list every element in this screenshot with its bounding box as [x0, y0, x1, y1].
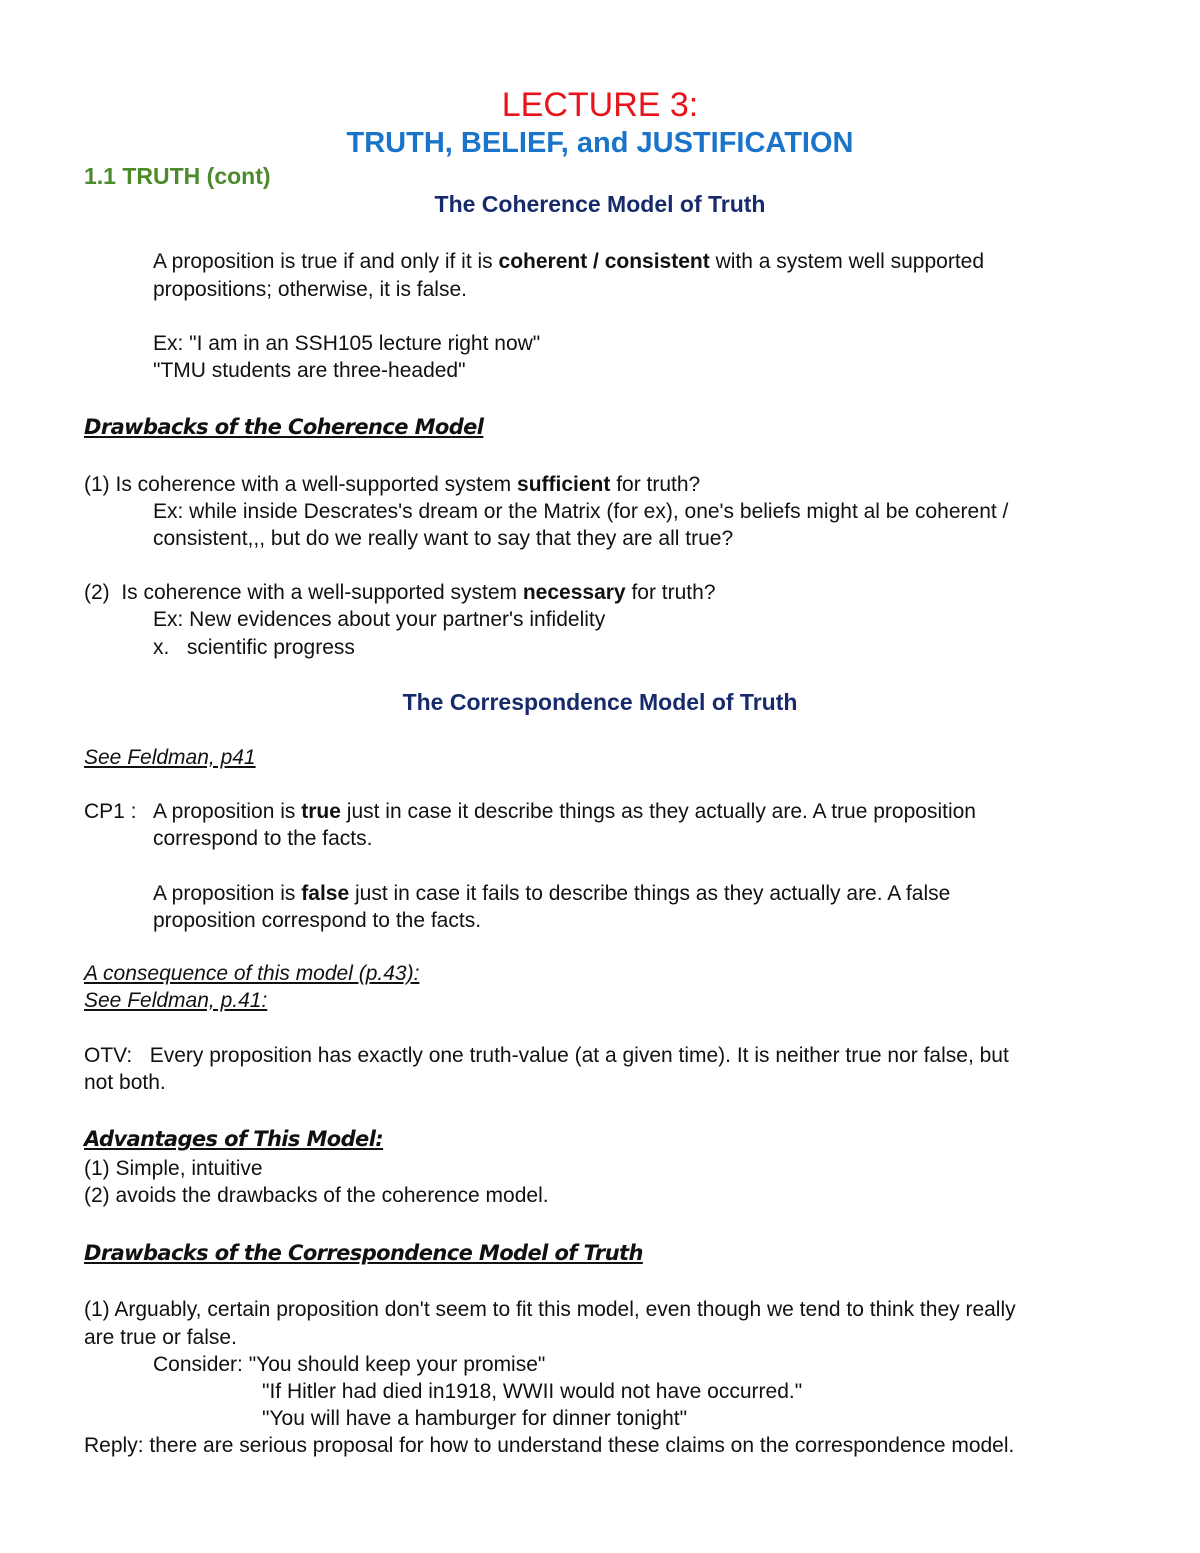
consider-line: Consider: "You should keep your promise" — [153, 1353, 546, 1376]
advantages-heading: Advantages of This Model: — [84, 1127, 384, 1151]
drawbacks-coherence-heading: Drawbacks of the Coherence Model — [84, 415, 484, 439]
coherence-example-2: "TMU students are three-headed" — [153, 359, 466, 382]
drawbacks-correspondence-heading: Drawbacks of the Correspondence Model of Truth — [84, 1241, 643, 1265]
cp1-label: CP1 : — [84, 800, 137, 823]
section-heading: 1.1 TRUTH (cont) — [84, 163, 271, 189]
coherence-heading: The Coherence Model of Truth — [434, 191, 766, 217]
otv-line-2: not both. — [84, 1071, 166, 1094]
advantage-2: (2) avoids the drawbacks of the coherence model. — [84, 1184, 549, 1207]
correspondence-heading: The Correspondence Model of Truth — [402, 689, 798, 715]
coherence-definition-line-2: propositions; otherwise, it is false. — [153, 278, 467, 301]
drawback-line-1: (1) Arguably, certain proposition don't seem to fit this model, even though we tend to think they really — [84, 1298, 1016, 1321]
question-1-example-line-2: consistent,,, but do we really want to say that they are all true? — [153, 527, 734, 550]
coherence-definition-line-1: A proposition is true if and only if it is coherent / consistent with a system well supported — [153, 250, 985, 273]
question-2-example-1: Ex: New evidences about your partner's infidelity — [153, 608, 606, 631]
lecture-title: LECTURE 3: — [501, 86, 699, 124]
question-2-example-2: x. scientific progress — [153, 636, 355, 659]
cp1-true-line-1: A proposition is true just in case it describe things as they actually are. A true proposition — [153, 800, 976, 823]
question-2: (2) Is coherence with a well-supported system necessary for truth? — [84, 581, 716, 604]
cp1-false-line-1: A proposition is false just in case it fails to describe things as they actually are. A false — [153, 882, 951, 905]
feldman-reference-2: See Feldman, p.41: — [84, 989, 268, 1012]
consequence-label: A consequence of this model (p.43): — [84, 962, 420, 985]
cp1-false-line-2: proposition correspond to the facts. — [153, 909, 482, 932]
lecture-subtitle: TRUTH, BELIEF, and JUSTIFICATION — [346, 127, 854, 159]
reply-line: Reply: there are serious proposal for how to understand these claims on the correspondence model. — [84, 1434, 1015, 1457]
cp1-true-line-2: correspond to the facts. — [153, 827, 373, 850]
quote-hamburger: "You will have a hamburger for dinner tonight" — [262, 1407, 688, 1430]
drawback-line-2: are true or false. — [84, 1326, 237, 1349]
advantage-1: (1) Simple, intuitive — [84, 1157, 263, 1180]
coherence-example-1: Ex: "I am in an SSH105 lecture right now" — [153, 332, 541, 355]
question-1: (1) Is coherence with a well-supported system sufficient for truth? — [84, 473, 701, 496]
feldman-reference-1: See Feldman, p41 — [84, 746, 256, 769]
quote-hitler: "If Hitler had died in1918, WWII would not have occurred." — [262, 1380, 803, 1403]
otv-line-1: OTV: Every proposition has exactly one truth-value (at a given time). It is neither true nor false, but — [84, 1044, 1009, 1067]
question-1-example-line-1: Ex: while inside Descrates's dream or the Matrix (for ex), one's beliefs might al be coherent / — [153, 500, 1009, 523]
